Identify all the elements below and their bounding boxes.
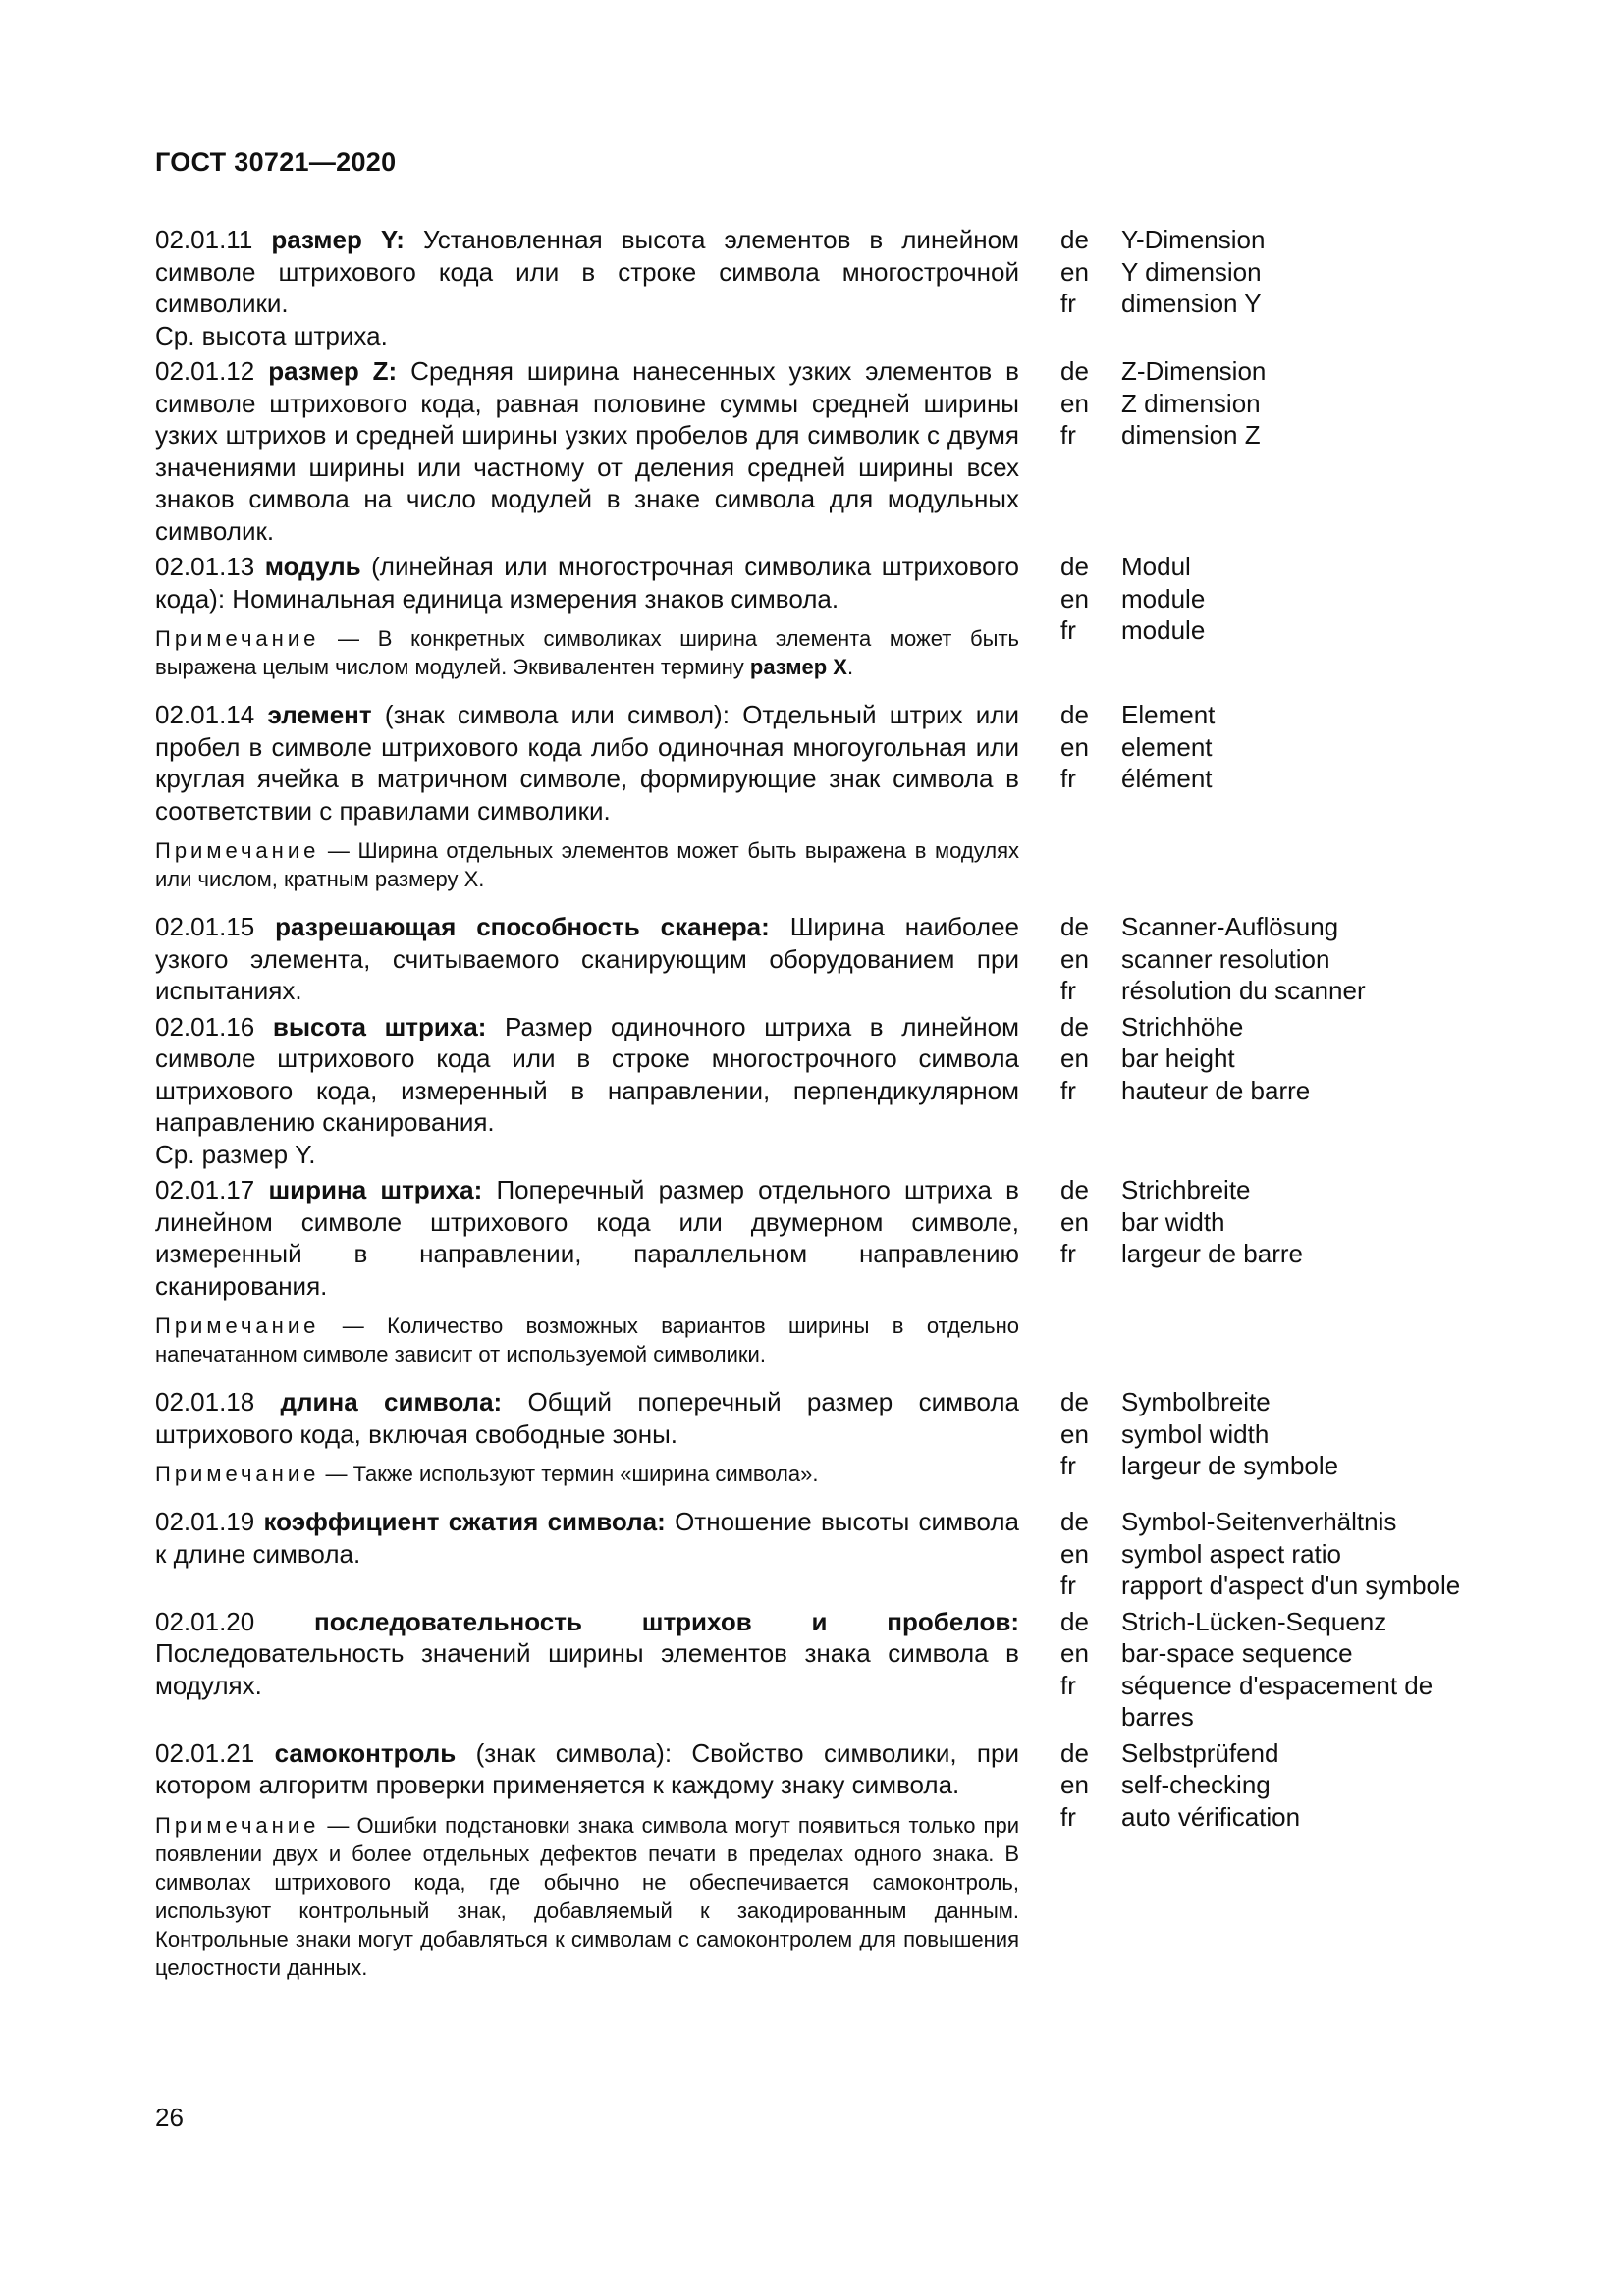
lang-code-fr: fr <box>1060 1075 1076 1105</box>
lang-code-fr: fr <box>1060 1670 1076 1700</box>
cross-reference: Ср. размер Y. <box>155 1139 316 1169</box>
term-definition <box>155 1011 1033 1171</box>
page-number: 26 <box>155 2103 184 2132</box>
translation-de: Symbol-Seitenverhältnis <box>1121 1507 1397 1536</box>
translation-de: Symbolbreite <box>1121 1387 1271 1416</box>
term-entries <box>155 224 1490 1986</box>
note-text: — Ширина отдельных элементов может быть выражена в модулях или числом, кратным размеру X. <box>155 838 1019 891</box>
note-label: Примечание <box>155 1462 320 1486</box>
term-text: Общий поперечный размер символа штрихового кода, включая свободные зоны. <box>155 1387 1020 1449</box>
lang-code-fr: fr <box>1060 615 1076 645</box>
term-number: 02.01.12 <box>155 356 255 386</box>
note-label: Примечание <box>155 1812 320 1838</box>
lang-code-en: en <box>1060 1770 1089 1799</box>
term-note <box>155 836 1019 893</box>
term-note <box>155 1811 1019 1982</box>
translation-en: module <box>1121 583 1206 614</box>
translation-fr: rapport d'aspect d'un symbole <box>1121 1571 1461 1600</box>
lang-code-de: de <box>1060 225 1089 254</box>
term-entry <box>155 224 1490 351</box>
translation-en: scanner resolution <box>1121 943 1330 974</box>
translation-fr: auto vérification <box>1121 1801 1301 1832</box>
lang-code-de: de <box>1060 1507 1089 1536</box>
translation-de: Element <box>1121 700 1216 729</box>
term-entry <box>155 1737 1490 1982</box>
cross-reference: Ср. высота штриха. <box>155 320 388 350</box>
term-definition <box>155 551 1033 681</box>
translation-fr: module <box>1121 615 1206 645</box>
term-text: Ширина наиболее узкого элемента, считываемого сканирующим оборудованием при испытаниях. <box>155 912 1019 1005</box>
term-name: разрешающая способность сканера: <box>275 912 770 941</box>
translation-fr: largeur de barre <box>1121 1239 1303 1268</box>
note-label: Примечание <box>155 1313 320 1338</box>
term-entry <box>155 1506 1490 1602</box>
lang-code-de: de <box>1060 1175 1089 1204</box>
lang-code-de: de <box>1060 1606 1089 1636</box>
term-number: 02.01.21 <box>155 1737 255 1768</box>
lang-code-en: en <box>1060 943 1089 974</box>
note-text: — Количество возможных вариантов ширины в отдельно напечатанном символе зависит от используемой символики. <box>155 1313 1019 1366</box>
term-entry <box>155 1606 1490 1734</box>
note-end: . <box>846 655 854 679</box>
term-text: Поперечный размер отдельного штриха в линейном символе штрихового кода или двумерном символе, измеренный в направлении, параллельном направлению сканирования. <box>155 1175 1019 1301</box>
term-name: модуль <box>264 552 361 581</box>
term-note <box>155 624 1019 681</box>
term-translations <box>1060 1011 1473 1171</box>
lang-code-en: en <box>1060 583 1089 614</box>
lang-code-fr: fr <box>1060 420 1076 450</box>
lang-code-fr: fr <box>1060 764 1076 793</box>
term-name: высота штриха: <box>272 1011 487 1041</box>
term-definition <box>155 1606 1033 1734</box>
translation-de: Modul <box>1121 552 1191 581</box>
term-definition <box>155 355 1033 547</box>
term-translations <box>1060 355 1473 547</box>
translation-fr: dimension Y <box>1121 289 1262 318</box>
term-text: Средняя ширина нанесенных узких элементов в символе штрихового кода, равная половине суммы средней ширины узких штрихов и средней ширины узких пробелов для символик с двумя значениями ширины или частному от деления средней ширины всех знаков символа на число модулей в знаке символа для модульных символик. <box>155 356 1019 546</box>
lang-code-en: en <box>1060 731 1089 762</box>
term-number: 02.01.17 <box>155 1175 255 1204</box>
term-name: самоконтроль <box>274 1737 457 1768</box>
lang-code-fr: fr <box>1060 1451 1076 1480</box>
term-translations <box>1060 1174 1473 1368</box>
term-translations <box>1060 1506 1473 1602</box>
translation-en: element <box>1121 731 1213 762</box>
translation-de: Strichhöhe <box>1121 1011 1244 1041</box>
term-entry <box>155 355 1490 547</box>
term-entry <box>155 551 1490 681</box>
term-entry <box>155 1174 1490 1368</box>
term-number: 02.01.15 <box>155 912 255 941</box>
translation-en: symbol aspect ratio <box>1121 1538 1341 1569</box>
translation-fr: élément <box>1121 764 1213 793</box>
translation-de: Z-Dimension <box>1121 356 1267 386</box>
term-text: (знак символа): Свойство символики, при котором алгоритм проверки применяется к каждому знаку символа. <box>155 1737 1019 1799</box>
lang-code-fr: fr <box>1060 1571 1076 1600</box>
note-label: Примечание <box>155 838 320 863</box>
translation-de: Scanner-Auflösung <box>1121 912 1339 941</box>
translation-fr: dimension Z <box>1121 420 1261 450</box>
translation-fr: hauteur de barre <box>1121 1075 1311 1105</box>
term-definition <box>155 1737 1033 1982</box>
term-note <box>155 1460 1019 1488</box>
term-text: Установленная высота элементов в линейном символе штрихового кода или в строке символа многострочной символики. <box>155 225 1019 318</box>
translation-en: Y dimension <box>1121 256 1262 287</box>
term-text: Отношение высоты символа к длине символа. <box>155 1507 1019 1569</box>
lang-code-de: de <box>1060 1737 1089 1768</box>
term-number: 02.01.16 <box>155 1011 255 1041</box>
translation-en: symbol width <box>1121 1418 1270 1449</box>
translation-en: bar width <box>1121 1206 1225 1237</box>
term-translations <box>1060 551 1473 681</box>
term-name: размер Z: <box>268 356 398 386</box>
term-name: длина символа: <box>280 1387 503 1416</box>
term-translations <box>1060 1386 1473 1488</box>
lang-code-de: de <box>1060 552 1089 581</box>
term-number: 02.01.20 <box>155 1606 255 1636</box>
term-number: 02.01.14 <box>155 700 255 729</box>
translation-fr: résolution du scanner <box>1121 976 1366 1005</box>
term-number: 02.01.18 <box>155 1387 255 1416</box>
lang-code-fr: fr <box>1060 976 1076 1005</box>
translation-de: Selbstprüfend <box>1121 1737 1279 1768</box>
translation-de: Strich-Lücken-Sequenz <box>1121 1606 1387 1636</box>
lang-code-de: de <box>1060 1387 1089 1416</box>
lang-code-de: de <box>1060 1011 1089 1041</box>
term-note <box>155 1311 1019 1368</box>
note-label: Примечание <box>155 626 320 651</box>
term-number: 02.01.13 <box>155 552 255 581</box>
translation-de: Y-Dimension <box>1121 225 1266 254</box>
translation-en: self-checking <box>1121 1770 1271 1799</box>
translation-en: bar-space sequence <box>1121 1638 1353 1668</box>
lang-code-de: de <box>1060 356 1089 386</box>
term-translations <box>1060 699 1473 893</box>
note-text: — Также используют термин «ширина символа». <box>319 1462 819 1486</box>
term-text: Размер одиночного штриха в линейном символе штрихового кода или в строке многострочного символа штрихового кода, измеренный в направлении, перпендикулярном направлению сканирования. <box>155 1011 1019 1137</box>
term-name: ширина штриха: <box>268 1175 483 1204</box>
term-definition <box>155 1386 1033 1488</box>
term-name: элемент <box>267 700 372 729</box>
note-text: — В конкретных символиках ширина элемента может быть выражена целым числом модулей. Эквивалентен термину <box>155 626 1019 679</box>
term-translations <box>1060 1737 1473 1982</box>
standard-header: ГОСТ 30721—2020 <box>155 147 397 177</box>
term-entry <box>155 1011 1490 1171</box>
note-text: — Ошибки подстановки знака символа могут появиться только при появлении двух и более отдельных дефектов печати в пределах одного знака. В символах штрихового кода, где обычно не обеспечивается самоконтроль, используют контрольный знак, добавляемый к закодированным данным. Контрольные знаки могут добавляться к символам с самоконтролем для повышения целостности данных. <box>155 1812 1019 1980</box>
term-entry <box>155 911 1490 1007</box>
translation-de: Strichbreite <box>1121 1175 1251 1204</box>
lang-code-fr: fr <box>1060 289 1076 318</box>
term-translations <box>1060 911 1473 1007</box>
translation-en: bar height <box>1121 1043 1235 1073</box>
lang-code-en: en <box>1060 256 1089 287</box>
term-definition <box>155 1506 1033 1602</box>
term-translations <box>1060 224 1473 351</box>
translation-en: Z dimension <box>1121 388 1261 418</box>
term-definition <box>155 224 1033 351</box>
term-name: размер Y: <box>271 225 405 254</box>
lang-code-de: de <box>1060 700 1089 729</box>
translation-fr: largeur de symbole <box>1121 1451 1339 1480</box>
term-entry <box>155 1386 1490 1488</box>
lang-code-fr: fr <box>1060 1801 1076 1832</box>
lang-code-de: de <box>1060 912 1089 941</box>
lang-code-fr: fr <box>1060 1239 1076 1268</box>
term-number: 02.01.11 <box>155 225 253 254</box>
lang-code-en: en <box>1060 1206 1089 1237</box>
lang-code-en: en <box>1060 388 1089 418</box>
term-text: Последовательность значений ширины элементов знака символа в модулях. <box>155 1638 1019 1700</box>
translation-fr: séquence d'espacement de barres <box>1121 1670 1434 1732</box>
term-definition <box>155 911 1033 1007</box>
term-text: (знак символа или символ): Отдельный штрих или пробел в символе штрихового кода либо одиночная многоугольная или круглая ячейка в матричном символе, формирующие знак символа в соответствии с правилами символики. <box>155 700 1019 826</box>
term-text: (линейная или многострочная символика штрихового кода): Номинальная единица измерения знаков символа. <box>155 552 1019 614</box>
term-definition <box>155 699 1033 893</box>
lang-code-en: en <box>1060 1418 1089 1449</box>
term-translations <box>1060 1606 1473 1734</box>
lang-code-en: en <box>1060 1638 1089 1668</box>
term-definition <box>155 1174 1033 1368</box>
term-number: 02.01.19 <box>155 1507 255 1536</box>
lang-code-en: en <box>1060 1538 1089 1569</box>
term-entry <box>155 699 1490 893</box>
term-name: коэффициент сжатия символа: <box>263 1507 666 1536</box>
term-name: последовательность штрихов и пробелов: <box>314 1606 1019 1636</box>
lang-code-en: en <box>1060 1043 1089 1073</box>
note-term: размер X <box>749 655 847 679</box>
